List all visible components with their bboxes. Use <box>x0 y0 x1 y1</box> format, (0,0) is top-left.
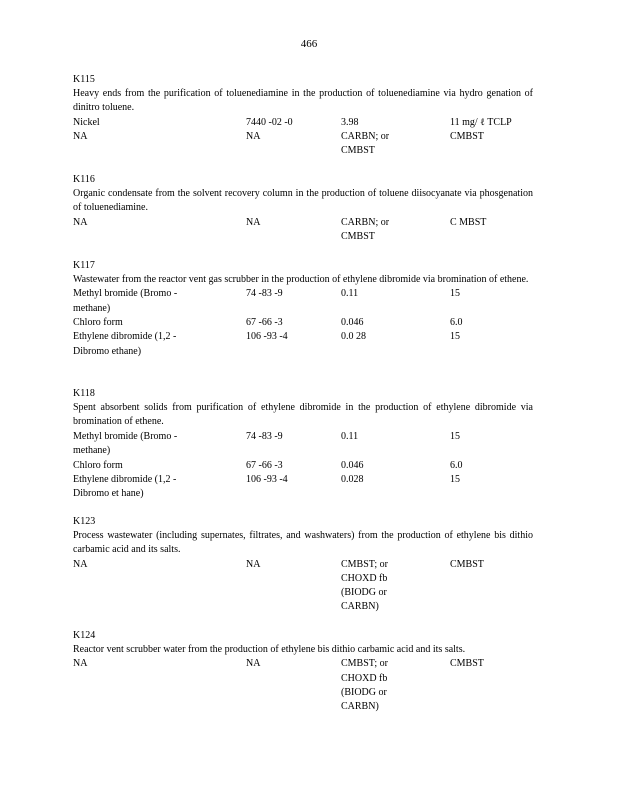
table-row <box>73 316 533 330</box>
constituent-cell: Methyl bromide (Bromo - methane) <box>73 430 178 456</box>
cas-cell: 106 -93 -4 <box>246 473 288 485</box>
constituent-cell: NA <box>73 658 88 670</box>
constituent-cell: Methyl bromide (Bromo - methane) <box>73 288 178 314</box>
table-row <box>73 473 533 501</box>
constituent-cell: Chloro form <box>73 459 123 471</box>
cas-cell: 67 -66 -3 <box>246 317 283 329</box>
wastewater-cell: 0.028 <box>341 473 364 485</box>
section-k115 <box>73 73 533 158</box>
waste-description: Process wastewater (including supernates, filtrates, and washwaters) from the production of ethylene bis dithio carbamic acid and its salts. <box>73 530 533 556</box>
waste-code: K118 <box>73 388 95 399</box>
nonwastewater-cell: 15 <box>450 331 460 343</box>
wastewater-cell: 0.046 <box>341 317 364 329</box>
section-k123 <box>73 515 533 615</box>
wastewater-cell: CMBST; or CHOXD fb (BIODG or CARBN) <box>341 658 388 713</box>
cas-cell: NA <box>246 216 261 228</box>
table-row <box>73 657 533 714</box>
cas-cell: NA <box>246 658 261 670</box>
page-number: 466 <box>300 38 318 50</box>
nonwastewater-cell: 15 <box>450 288 460 300</box>
wastewater-cell: CARBN; or CMBST <box>341 216 390 242</box>
waste-code: K117 <box>73 260 95 271</box>
waste-description: Organic condensate from the solvent recovery column in the production of toluene diisocyanate via phosgenation of toluenediamine. <box>73 188 533 214</box>
waste-description: Spent absorbent solids from purification of ethylene dibromide in the production of ethylene dibromide via bromination of ethene. <box>73 402 533 428</box>
table-row <box>73 287 533 316</box>
table-row <box>73 558 533 615</box>
nonwastewater-cell: 15 <box>450 473 460 485</box>
waste-description: Heavy ends from the purification of toluenediamine in the production of toluenediamine via hydro genation of dinitro toluene. <box>73 88 533 114</box>
cas-cell: 74 -83 -9 <box>246 288 283 300</box>
nonwastewater-cell: 6.0 <box>450 459 463 471</box>
wastewater-cell: 0.11 <box>341 430 359 442</box>
wastewater-cell: 0.046 <box>341 459 364 471</box>
cas-cell: NA <box>246 130 261 142</box>
constituent-cell: Ethylene dibromide (1,2 - Dibromo ethane) <box>73 331 177 357</box>
nonwastewater-cell: CMBST <box>450 130 484 142</box>
wastewater-cell: CARBN; or CMBST <box>341 130 390 156</box>
wastewater-cell: 0.0 28 <box>341 331 366 343</box>
table-row <box>73 116 533 130</box>
section-k116 <box>73 173 533 244</box>
constituent-cell: NA <box>73 558 88 570</box>
waste-code: K124 <box>73 630 96 641</box>
cas-cell: NA <box>246 558 261 570</box>
nonwastewater-cell: 6.0 <box>450 317 463 329</box>
nonwastewater-cell: C MBST <box>450 216 487 228</box>
waste-description: Reactor vent scrubber water from the production of ethylene bis dithio carbamic acid and its salts. <box>73 644 466 656</box>
wastewater-cell: 0.11 <box>341 288 359 300</box>
cas-cell: 106 -93 -4 <box>246 331 288 343</box>
constituent-cell: Chloro form <box>73 317 123 329</box>
section-k118 <box>73 387 533 501</box>
constituent-cell: NA <box>73 130 88 142</box>
cas-cell: 67 -66 -3 <box>246 459 283 471</box>
cas-cell: 7440 -02 -0 <box>246 116 293 128</box>
table-row <box>73 430 533 459</box>
constituent-cell: NA <box>73 216 88 228</box>
nonwastewater-cell: CMBST <box>450 658 484 670</box>
nonwastewater-cell: 15 <box>450 430 460 442</box>
waste-description: Wastewater from the reactor vent gas scrubber in the production of ethylene dibromide via bromination of ethene. <box>73 274 529 286</box>
nonwastewater-cell: 11 mg/ ℓ TCLP <box>450 116 512 128</box>
waste-code: K123 <box>73 516 96 527</box>
waste-code: K116 <box>73 174 95 185</box>
table-row <box>73 130 533 158</box>
constituent-cell: Nickel <box>73 116 100 128</box>
table-row <box>73 330 533 358</box>
table-row <box>73 459 533 473</box>
section-k124 <box>73 629 533 714</box>
cas-cell: 74 -83 -9 <box>246 430 283 442</box>
constituent-cell: Ethylene dibromide (1,2 - Dibromo et hane) <box>73 473 177 499</box>
section-k117 <box>73 259 533 358</box>
nonwastewater-cell: CMBST <box>450 558 484 570</box>
wastewater-cell: CMBST; or CHOXD fb (BIODG or CARBN) <box>341 558 388 613</box>
table-row <box>73 216 533 244</box>
waste-code: K115 <box>73 74 95 85</box>
wastewater-cell: 3.98 <box>341 116 359 128</box>
